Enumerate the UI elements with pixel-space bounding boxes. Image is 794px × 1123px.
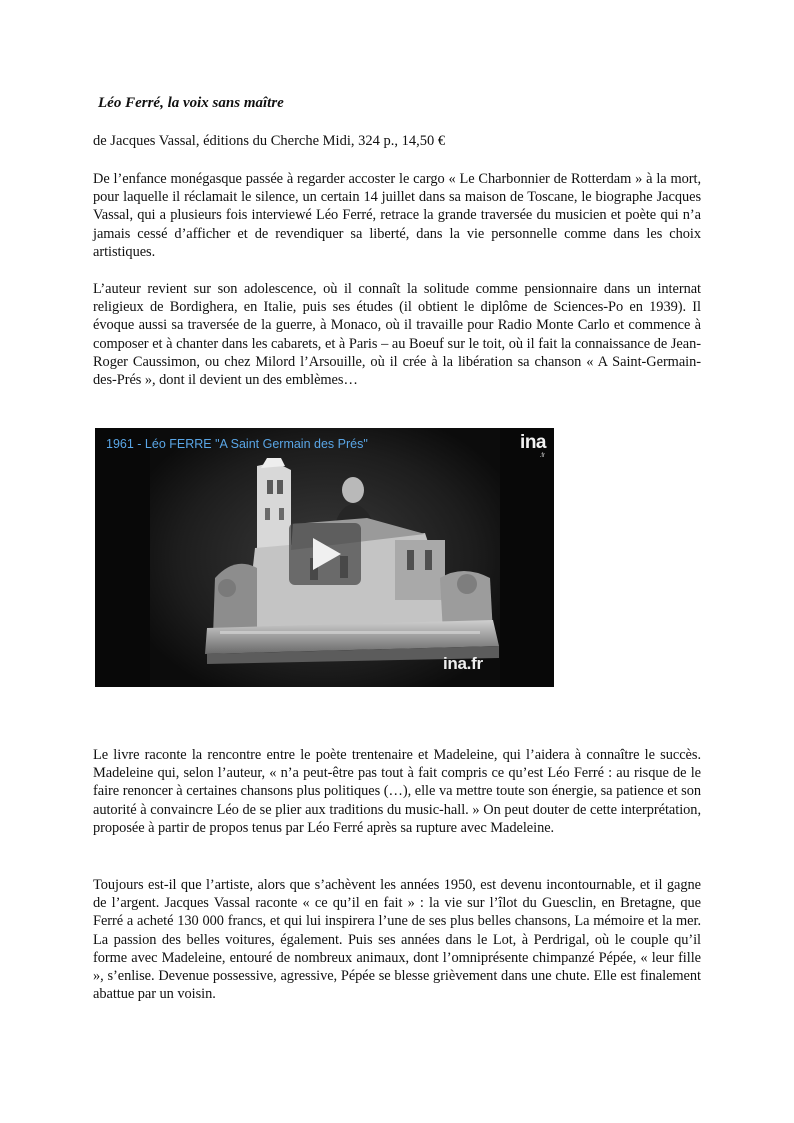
book-reference: de Jacques Vassal, éditions du Cherche Midi, 324 p., 14,50 € [93, 133, 446, 149]
ina-logo-suffix: .fr [539, 453, 545, 459]
ina-watermark: ina.fr [443, 654, 483, 673]
ina-logo[interactable]: ina [520, 432, 546, 453]
paragraph: De l’enfance monégasque passée à regarder accoster le cargo « Le Charbonnier de Rotterdam » à la mort, pour laquelle il réclamait le silence, un certain 14 juillet dans sa maison de Toscane, le biographe Jacques Vassal, qui a plusieurs fois interviewé Léo Ferré, retrace la grande traversée du musicien et poète qui n’a jamais cessé d’afficher et de revendiquer sa liberté, dans la vie personnelle comme dans les choix artistiques. [93, 171, 701, 260]
video-title[interactable]: 1961 - Léo FERRE "A Saint Germain des Prés" [106, 437, 368, 451]
paragraph: Toujours est-il que l’artiste, alors que s’achèvent les années 1950, est devenu incontournable, et il gagne de l’argent. Jacques Vassal raconte « ce qu’il en fait » : la vie sur l’îlot du Guesclin, en Bretagne, que Ferré a acheté 130 000 francs, et qui lui inspirera l’une de ses plus belles chansons, La mémoire et la mer. La passion des belles voitures, également. Puis ses années dans le Lot, à Perdrigal, où le couple qu’il forme avec Madeleine, entouré de nombreux animaux, dont l’omniprésente chimpanzé Pépée, « leur fille », s’enlise. Devenue possessive, agressive, Pépée se blesse grièvement dans une chute. Elle est finalement abattue par un voisin. [93, 877, 701, 1003]
book-title: Léo Ferré, la voix sans maître [98, 95, 284, 111]
play-icon [313, 538, 341, 570]
paragraph: L’auteur revient sur son adolescence, où il connaît la solitude comme pensionnaire dans un internat religieux de Bordighera, en Italie, puis ses études (il obtient le diplôme de Sciences-Po en 1939). Il évoque aussi sa traversée de la guerre, à Monaco, où il travaille pour Radio Monte Carlo et commence à composer et à chanter dans les cabarets, et à Paris – au Boeuf sur le toit, où il fait la connaissance de Jean-Roger Caussimon, ou chez Milord l’Arsouille, où il crée à la libération sa chanson « A Saint-Germain-des-Prés », dont il devient un des emblèmes… [93, 281, 701, 389]
play-button[interactable] [289, 523, 361, 585]
video-embed[interactable] [95, 428, 554, 687]
paragraph: Le livre raconte la rencontre entre le poète trentenaire et Madeleine, qui l’aidera à connaître le succès. Madeleine qui, selon l’auteur, « n’a peut-être pas tout à fait compris ce qu’est Léo Ferré : au risque de le faire renoncer à certaines chansons plus politiques (…), elle va mettre toute son énergie, sa patience et son autorité à convaincre Léo de se plier aux traditions du music-hall. » On peut douter de cette interprétation, proposée à partir de propos tenus par Léo Ferré après sa rupture avec Madeleine. [93, 747, 701, 836]
